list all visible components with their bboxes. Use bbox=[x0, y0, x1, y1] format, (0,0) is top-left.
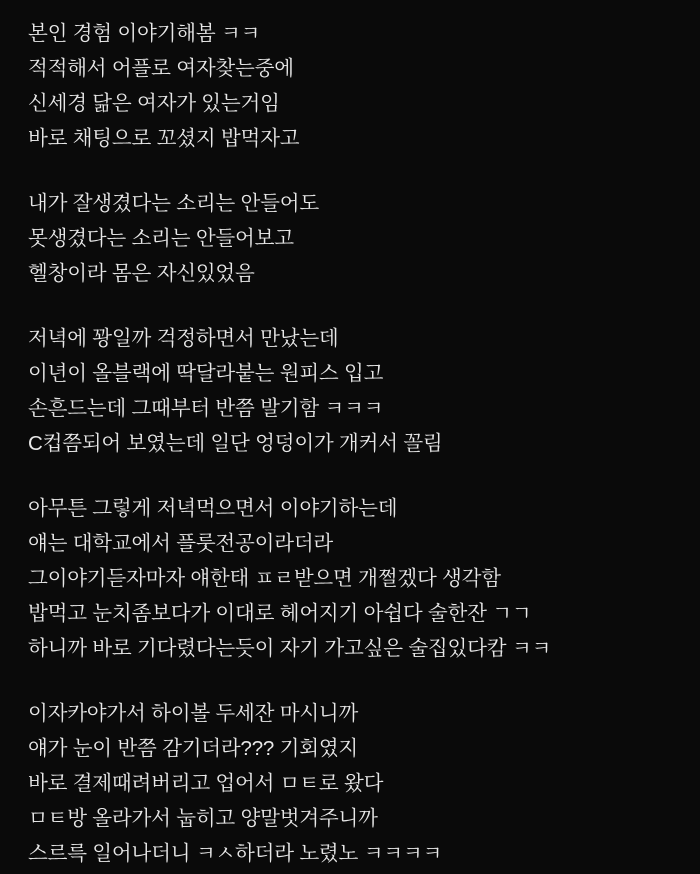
post-line: ㅁㅌ방 올라가서 눕히고 양말벗겨주니까 bbox=[28, 807, 378, 830]
post-line: 본인 경험 이야기해봄 ㅋㅋ bbox=[28, 22, 261, 45]
post-line: 그이야기듣자마자 얘한태 ㅍㄹ받으면 개쩔겠다 생각함 bbox=[28, 567, 501, 590]
post-line: 신세경 닮은 여자가 있는거임 bbox=[28, 92, 280, 115]
paragraph bbox=[28, 491, 672, 666]
post-line: 얘가 눈이 반쯤 감기더라??? 기회였지 bbox=[28, 737, 359, 760]
post-line: 하니까 바로 기다렸다는듯이 자기 가고싶은 술집있다캄 ㅋㅋ bbox=[28, 637, 552, 660]
post-line: 바로 결제때려버리고 업어서 ㅁㅌ로 왔다 bbox=[28, 772, 384, 795]
paragraph bbox=[28, 696, 672, 871]
paragraph bbox=[28, 186, 672, 291]
post-line: 이년이 올블랙에 딱달라붙는 원피스 입고 bbox=[28, 362, 384, 385]
post-line: 이자카야가서 하이볼 두세잔 마시니까 bbox=[28, 702, 359, 725]
paragraph bbox=[28, 16, 672, 156]
post-line: 손흔드는데 그때부터 반쯤 발기함 ㅋㅋㅋ bbox=[28, 397, 384, 420]
post-line: 얘는 대학교에서 플룻전공이라더라 bbox=[28, 532, 334, 555]
post-line: 밥먹고 눈치좀보다가 이대로 헤어지기 아쉽다 술한잔 ㄱㄱ bbox=[28, 602, 532, 625]
post-line: 바로 채팅으로 꼬셨지 밥먹자고 bbox=[28, 127, 300, 150]
post-line: 아무튼 그렇게 저녁먹으면서 이야기하는데 bbox=[28, 497, 398, 520]
post-line: 헬창이라 몸은 자신있었음 bbox=[28, 262, 255, 285]
post-line: 못생겼다는 소리는 안들어보고 bbox=[28, 227, 294, 250]
post-line: 적적해서 어플로 여자찾는중에 bbox=[28, 57, 294, 80]
paragraph bbox=[28, 321, 672, 461]
post-line: 스르륵 일어나더니 ㅋㅅ하더라 노렸노 ㅋㅋㅋㅋ bbox=[28, 842, 443, 865]
post-line: 내가 잘생겼다는 소리는 안들어도 bbox=[28, 192, 319, 215]
post-line: C컵쯤되어 보였는데 일단 엉덩이가 개커서 꼴림 bbox=[28, 432, 443, 455]
post-line: 저녁에 꽝일까 걱정하면서 만났는데 bbox=[28, 327, 339, 350]
